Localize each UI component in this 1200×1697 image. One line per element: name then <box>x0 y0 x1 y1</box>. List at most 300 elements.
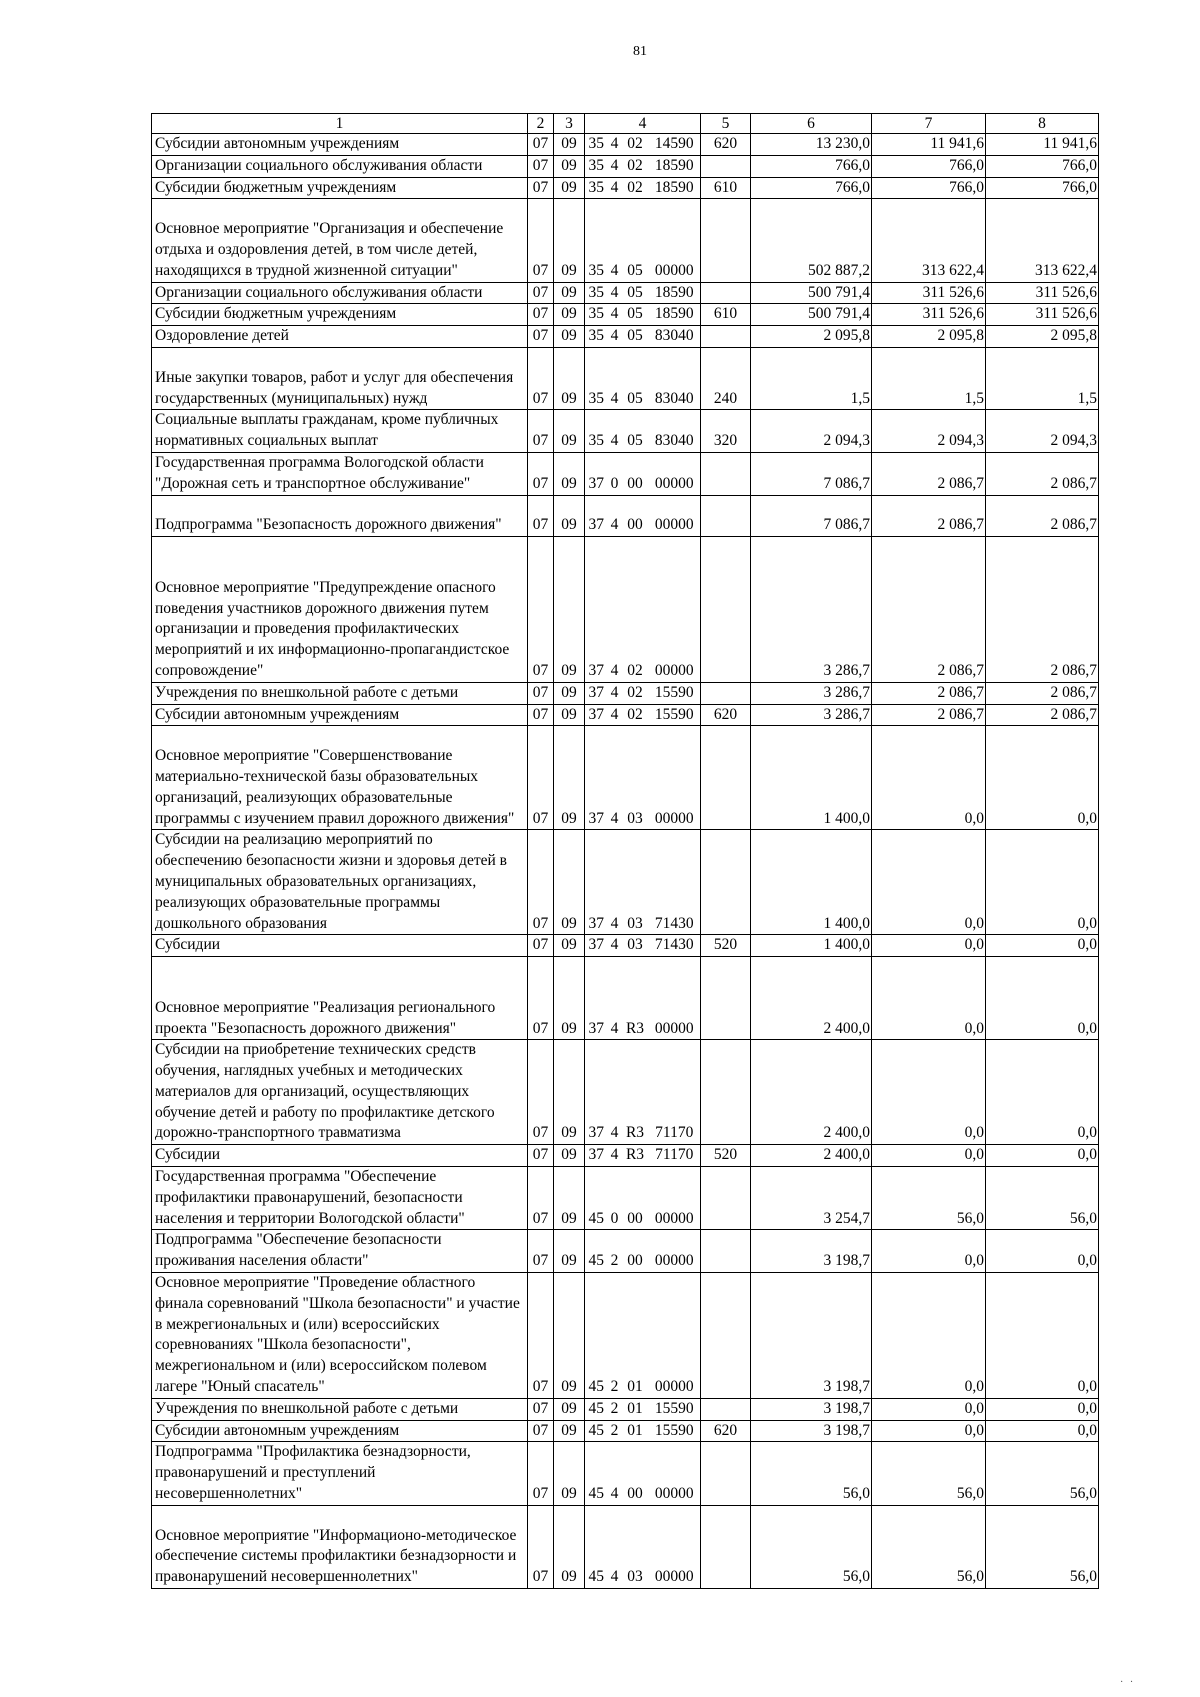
subsection-code-cell: 09 <box>554 304 585 326</box>
amount-col7-cell: 2 095,8 <box>872 326 986 348</box>
section-code-cell: 07 <box>528 410 554 453</box>
event-code-cell: 02 <box>622 177 649 199</box>
subprogram-code-cell: 4 <box>608 1505 622 1588</box>
program-code-cell: 37 <box>585 452 608 495</box>
event-code-cell: 01 <box>622 1398 649 1420</box>
subsection-code-cell: 09 <box>554 704 585 726</box>
event-code-cell: 02 <box>622 155 649 177</box>
expense-type-cell <box>701 1505 751 1588</box>
subprogram-code-cell: 4 <box>608 347 622 409</box>
section-code-cell: 07 <box>528 1040 554 1145</box>
program-code-cell: 35 <box>585 134 608 156</box>
section-code-cell: 07 <box>528 326 554 348</box>
amount-col7-cell: 0,0 <box>872 935 986 957</box>
subprogram-code-cell: 0 <box>608 1167 622 1230</box>
amount-col7-cell: 0,0 <box>872 726 986 830</box>
subprogram-code-cell: 4 <box>608 957 622 1040</box>
page-number: 81 <box>633 44 647 59</box>
direction-code-cell: 14590 <box>649 134 701 156</box>
program-code-cell: 45 <box>585 1442 608 1505</box>
subprogram-code-cell: 2 <box>608 1230 622 1273</box>
section-code-cell: 07 <box>528 957 554 1040</box>
amount-col8-cell: 311 526,6 <box>986 282 1099 304</box>
event-code-cell: 02 <box>622 704 649 726</box>
amount-col7-cell: 313 622,4 <box>872 199 986 282</box>
program-code-cell: 37 <box>585 682 608 704</box>
event-code-cell: 00 <box>622 1167 649 1230</box>
direction-code-cell: 71430 <box>649 830 701 935</box>
amount-col7-cell: 2 086,7 <box>872 537 986 683</box>
amount-col8-cell: 0,0 <box>986 1273 1099 1399</box>
row-name-cell: Подпрограмма "Обеспечение безопасности проживания населения области" <box>152 1230 528 1273</box>
amount-col8-cell: 2 086,7 <box>986 704 1099 726</box>
section-code-cell: 07 <box>528 282 554 304</box>
event-code-cell: 05 <box>622 199 649 282</box>
amount-col6-cell: 766,0 <box>751 155 872 177</box>
expense-type-cell <box>701 282 751 304</box>
table-row <box>152 1145 1099 1167</box>
amount-col6-cell: 3 286,7 <box>751 704 872 726</box>
amount-col7-cell: 0,0 <box>872 1420 986 1442</box>
row-name-cell: Организации социального обслуживания области <box>152 155 528 177</box>
direction-code-cell: 00000 <box>649 199 701 282</box>
amount-col7-cell: 311 526,6 <box>872 304 986 326</box>
subsection-code-cell: 09 <box>554 1167 585 1230</box>
section-code-cell: 07 <box>528 1442 554 1505</box>
amount-col6-cell: 56,0 <box>751 1442 872 1505</box>
program-code-cell: 35 <box>585 177 608 199</box>
subprogram-code-cell: 4 <box>608 282 622 304</box>
amount-col6-cell: 1 400,0 <box>751 830 872 935</box>
amount-col7-cell: 0,0 <box>872 1273 986 1399</box>
event-code-cell: 00 <box>622 495 649 537</box>
row-name-cell: Социальные выплаты гражданам, кроме публичных нормативных социальных выплат <box>152 410 528 453</box>
row-name-cell: Подпрограмма "Профилактика безнадзорности, правонарушений и преступлений несовершеннолетних" <box>152 1442 528 1505</box>
section-code-cell: 07 <box>528 199 554 282</box>
program-code-cell: 37 <box>585 726 608 830</box>
program-code-cell: 35 <box>585 282 608 304</box>
amount-col6-cell: 2 095,8 <box>751 326 872 348</box>
direction-code-cell: 15590 <box>649 704 701 726</box>
subprogram-code-cell: 4 <box>608 1040 622 1145</box>
header-cell: 8 <box>986 114 1099 134</box>
table-row <box>152 199 1099 282</box>
table-row <box>152 957 1099 1040</box>
event-code-cell: R3 <box>622 1145 649 1167</box>
section-code-cell: 07 <box>528 830 554 935</box>
subsection-code-cell: 09 <box>554 935 585 957</box>
table-row <box>152 410 1099 453</box>
header-cell: 7 <box>872 114 986 134</box>
subprogram-code-cell: 2 <box>608 1273 622 1399</box>
header-cell: 3 <box>554 114 585 134</box>
direction-code-cell: 18590 <box>649 155 701 177</box>
table-row <box>152 1442 1099 1505</box>
direction-code-cell: 00000 <box>649 452 701 495</box>
subprogram-code-cell: 0 <box>608 452 622 495</box>
event-code-cell: 02 <box>622 134 649 156</box>
amount-col6-cell: 766,0 <box>751 177 872 199</box>
subsection-code-cell: 09 <box>554 134 585 156</box>
amount-col6-cell: 56,0 <box>751 1505 872 1588</box>
amount-col8-cell: 56,0 <box>986 1167 1099 1230</box>
direction-code-cell: 00000 <box>649 1273 701 1399</box>
subprogram-code-cell: 2 <box>608 1398 622 1420</box>
subsection-code-cell: 09 <box>554 1273 585 1399</box>
direction-code-cell: 00000 <box>649 957 701 1040</box>
amount-col6-cell: 3 254,7 <box>751 1167 872 1230</box>
header-cell: 6 <box>751 114 872 134</box>
amount-col7-cell: 2 094,3 <box>872 410 986 453</box>
table-row <box>152 134 1099 156</box>
subsection-code-cell: 09 <box>554 1398 585 1420</box>
row-name-cell: Субсидии бюджетным учреждениям <box>152 304 528 326</box>
amount-col8-cell: 0,0 <box>986 726 1099 830</box>
table-row <box>152 1273 1099 1399</box>
expense-type-cell: 620 <box>701 704 751 726</box>
subprogram-code-cell: 4 <box>608 495 622 537</box>
event-code-cell: R3 <box>622 957 649 1040</box>
expense-type-cell <box>701 537 751 683</box>
amount-col8-cell: 313 622,4 <box>986 199 1099 282</box>
expense-type-cell <box>701 199 751 282</box>
subsection-code-cell: 09 <box>554 1040 585 1145</box>
amount-col7-cell: 0,0 <box>872 957 986 1040</box>
row-name-cell: Субсидии бюджетным учреждениям <box>152 177 528 199</box>
subsection-code-cell: 09 <box>554 1230 585 1273</box>
table-row <box>152 282 1099 304</box>
amount-col8-cell: 0,0 <box>986 1398 1099 1420</box>
expense-type-cell <box>701 1040 751 1145</box>
subprogram-code-cell: 4 <box>608 704 622 726</box>
amount-col8-cell: 0,0 <box>986 957 1099 1040</box>
row-name-cell: Учреждения по внешкольной работе с детьми <box>152 682 528 704</box>
section-code-cell: 07 <box>528 1505 554 1588</box>
program-code-cell: 37 <box>585 1145 608 1167</box>
expense-type-cell <box>701 682 751 704</box>
program-code-cell: 37 <box>585 495 608 537</box>
section-code-cell: 07 <box>528 1273 554 1399</box>
subsection-code-cell: 09 <box>554 452 585 495</box>
direction-code-cell: 71170 <box>649 1040 701 1145</box>
amount-col6-cell: 3 198,7 <box>751 1273 872 1399</box>
direction-code-cell: 18590 <box>649 304 701 326</box>
expense-type-cell: 620 <box>701 134 751 156</box>
amount-col6-cell: 2 400,0 <box>751 1145 872 1167</box>
subsection-code-cell: 09 <box>554 957 585 1040</box>
header-cell: 1 <box>152 114 528 134</box>
direction-code-cell: 00000 <box>649 1505 701 1588</box>
subsection-code-cell: 09 <box>554 326 585 348</box>
program-code-cell: 35 <box>585 155 608 177</box>
expense-type-cell: 620 <box>701 1420 751 1442</box>
program-code-cell: 37 <box>585 830 608 935</box>
section-code-cell: 07 <box>528 704 554 726</box>
amount-col7-cell: 0,0 <box>872 1398 986 1420</box>
expense-type-cell <box>701 495 751 537</box>
row-name-cell: Субсидии <box>152 1145 528 1167</box>
amount-col8-cell: 0,0 <box>986 1040 1099 1145</box>
amount-col6-cell: 3 286,7 <box>751 537 872 683</box>
subprogram-code-cell: 2 <box>608 1420 622 1442</box>
subprogram-code-cell: 4 <box>608 155 622 177</box>
subprogram-code-cell: 4 <box>608 326 622 348</box>
direction-code-cell: 83040 <box>649 347 701 409</box>
subprogram-code-cell: 4 <box>608 410 622 453</box>
amount-col7-cell: 56,0 <box>872 1505 986 1588</box>
amount-col6-cell: 3 198,7 <box>751 1420 872 1442</box>
amount-col7-cell: 311 526,6 <box>872 282 986 304</box>
table-row <box>152 155 1099 177</box>
expense-type-cell: 240 <box>701 347 751 409</box>
table-header-row <box>152 114 1099 134</box>
event-code-cell: 05 <box>622 304 649 326</box>
subsection-code-cell: 09 <box>554 495 585 537</box>
amount-col6-cell: 1 400,0 <box>751 935 872 957</box>
table-row <box>152 537 1099 683</box>
header-cell: 2 <box>528 114 554 134</box>
row-name-cell: Государственная программа "Обеспечение профилактики правонарушений, безопасности населения и территории Вологодской области" <box>152 1167 528 1230</box>
amount-col6-cell: 7 086,7 <box>751 452 872 495</box>
direction-code-cell: 00000 <box>649 495 701 537</box>
direction-code-cell: 71430 <box>649 935 701 957</box>
expense-type-cell <box>701 1273 751 1399</box>
amount-col8-cell: 2 086,7 <box>986 495 1099 537</box>
amount-col6-cell: 2 094,3 <box>751 410 872 453</box>
direction-code-cell: 00000 <box>649 1442 701 1505</box>
amount-col8-cell: 2 086,7 <box>986 537 1099 683</box>
section-code-cell: 07 <box>528 155 554 177</box>
amount-col8-cell: 2 094,3 <box>986 410 1099 453</box>
program-code-cell: 45 <box>585 1398 608 1420</box>
amount-col8-cell: 766,0 <box>986 155 1099 177</box>
section-code-cell: 07 <box>528 935 554 957</box>
table-row <box>152 1230 1099 1273</box>
event-code-cell: 03 <box>622 830 649 935</box>
event-code-cell: 05 <box>622 326 649 348</box>
amount-col8-cell: 0,0 <box>986 935 1099 957</box>
program-code-cell: 37 <box>585 1040 608 1145</box>
row-name-cell: Субсидии автономным учреждениям <box>152 704 528 726</box>
amount-col6-cell: 3 286,7 <box>751 682 872 704</box>
table-row <box>152 177 1099 199</box>
expense-type-cell: 610 <box>701 304 751 326</box>
row-name-cell: Основное мероприятие "Проведение областного финала соревнований "Школа безопасности" и участие в межрегиональных и (или) всероссийских соревнованиях "Школа безопасности", межрегиональном и (или) всероссийском полевом лагере "Юный спасатель" <box>152 1273 528 1399</box>
amount-col6-cell: 500 791,4 <box>751 282 872 304</box>
table-row <box>152 704 1099 726</box>
table-row <box>152 1040 1099 1145</box>
expense-type-cell <box>701 1442 751 1505</box>
amount-col7-cell: 0,0 <box>872 830 986 935</box>
expense-type-cell <box>701 957 751 1040</box>
table-row <box>152 304 1099 326</box>
amount-col8-cell: 11 941,6 <box>986 134 1099 156</box>
direction-code-cell: 00000 <box>649 537 701 683</box>
row-name-cell: Основное мероприятие "Предупреждение опасного поведения участников дорожного движения путем организации и проведения профилактических мероприятий и их информационно-пропагандистское сопровождение" <box>152 537 528 683</box>
table-row <box>152 1398 1099 1420</box>
amount-col7-cell: 56,0 <box>872 1167 986 1230</box>
event-code-cell: 00 <box>622 1442 649 1505</box>
amount-col6-cell: 1,5 <box>751 347 872 409</box>
event-code-cell: 03 <box>622 935 649 957</box>
section-code-cell: 07 <box>528 495 554 537</box>
direction-code-cell: 00000 <box>649 1167 701 1230</box>
amount-col6-cell: 500 791,4 <box>751 304 872 326</box>
direction-code-cell: 15590 <box>649 1420 701 1442</box>
section-code-cell: 07 <box>528 682 554 704</box>
table-row <box>152 1420 1099 1442</box>
amount-col7-cell: 2 086,7 <box>872 495 986 537</box>
row-name-cell: Государственная программа Вологодской области "Дорожная сеть и транспортное обслуживание" <box>152 452 528 495</box>
event-code-cell: 05 <box>622 410 649 453</box>
subprogram-code-cell: 4 <box>608 726 622 830</box>
subsection-code-cell: 09 <box>554 1505 585 1588</box>
row-name-cell: Субсидии на приобретение технических средств обучения, наглядных учебных и методических материалов для организаций, осуществляющих обучение детей и работу по профилактике детского дорожно-транспортного травматизма <box>152 1040 528 1145</box>
expense-type-cell <box>701 726 751 830</box>
event-code-cell: R3 <box>622 1040 649 1145</box>
direction-code-cell: 71170 <box>649 1145 701 1167</box>
subsection-code-cell: 09 <box>554 830 585 935</box>
program-code-cell: 35 <box>585 304 608 326</box>
event-code-cell: 03 <box>622 726 649 830</box>
table-row <box>152 347 1099 409</box>
table-row <box>152 452 1099 495</box>
expense-type-cell: 320 <box>701 410 751 453</box>
subprogram-code-cell: 4 <box>608 1145 622 1167</box>
row-name-cell: Субсидии <box>152 935 528 957</box>
amount-col8-cell: 1,5 <box>986 347 1099 409</box>
amount-col6-cell: 13 230,0 <box>751 134 872 156</box>
row-name-cell: Основное мероприятие "Информационо-методическое обеспечение системы профилактики безнадзорности и правонарушений несовершеннолетних" <box>152 1505 528 1588</box>
subsection-code-cell: 09 <box>554 1420 585 1442</box>
subsection-code-cell: 09 <box>554 410 585 453</box>
program-code-cell: 37 <box>585 935 608 957</box>
amount-col7-cell: 766,0 <box>872 177 986 199</box>
header-cell: 5 <box>701 114 751 134</box>
direction-code-cell: 18590 <box>649 282 701 304</box>
section-code-cell: 07 <box>528 304 554 326</box>
program-code-cell: 45 <box>585 1420 608 1442</box>
subsection-code-cell: 09 <box>554 726 585 830</box>
subsection-code-cell: 09 <box>554 177 585 199</box>
section-code-cell: 07 <box>528 1398 554 1420</box>
direction-code-cell: 15590 <box>649 1398 701 1420</box>
section-code-cell: 07 <box>528 1420 554 1442</box>
table-row <box>152 935 1099 957</box>
amount-col7-cell: 1,5 <box>872 347 986 409</box>
row-name-cell: Субсидии автономным учреждениям <box>152 134 528 156</box>
program-code-cell: 45 <box>585 1273 608 1399</box>
subprogram-code-cell: 4 <box>608 304 622 326</box>
amount-col7-cell: 2 086,7 <box>872 452 986 495</box>
direction-code-cell: 00000 <box>649 1230 701 1273</box>
subsection-code-cell: 09 <box>554 1145 585 1167</box>
amount-col7-cell: 2 086,7 <box>872 682 986 704</box>
section-code-cell: 07 <box>528 452 554 495</box>
amount-col7-cell: 11 941,6 <box>872 134 986 156</box>
program-code-cell: 37 <box>585 704 608 726</box>
amount-col6-cell: 3 198,7 <box>751 1398 872 1420</box>
amount-col8-cell: 0,0 <box>986 830 1099 935</box>
amount-col8-cell: 0,0 <box>986 1145 1099 1167</box>
subsection-code-cell: 09 <box>554 682 585 704</box>
row-name-cell: Учреждения по внешкольной работе с детьми <box>152 1398 528 1420</box>
subprogram-code-cell: 4 <box>608 1442 622 1505</box>
amount-col6-cell: 502 887,2 <box>751 199 872 282</box>
subprogram-code-cell: 4 <box>608 935 622 957</box>
event-code-cell: 03 <box>622 1505 649 1588</box>
subsection-code-cell: 09 <box>554 1442 585 1505</box>
row-name-cell: Основное мероприятие "Организация и обеспечение отдыха и оздоровления детей, в том числе детей, находящихся в трудной жизненной ситуации" <box>152 199 528 282</box>
amount-col7-cell: 0,0 <box>872 1040 986 1145</box>
subsection-code-cell: 09 <box>554 347 585 409</box>
program-code-cell: 35 <box>585 199 608 282</box>
subprogram-code-cell: 4 <box>608 199 622 282</box>
expense-type-cell: 610 <box>701 177 751 199</box>
row-name-cell: Оздоровление детей <box>152 326 528 348</box>
amount-col8-cell: 2 095,8 <box>986 326 1099 348</box>
row-name-cell: Подпрограмма "Безопасность дорожного движения" <box>152 495 528 537</box>
table-row <box>152 1167 1099 1230</box>
amount-col8-cell: 0,0 <box>986 1230 1099 1273</box>
row-name-cell: Организации социального обслуживания области <box>152 282 528 304</box>
amount-col8-cell: 56,0 <box>986 1442 1099 1505</box>
expense-type-cell <box>701 452 751 495</box>
section-code-cell: 07 <box>528 726 554 830</box>
program-code-cell: 35 <box>585 410 608 453</box>
table-row <box>152 326 1099 348</box>
subsection-code-cell: 09 <box>554 537 585 683</box>
table-row <box>152 726 1099 830</box>
header-cell: 4 <box>585 114 701 134</box>
subprogram-code-cell: 4 <box>608 830 622 935</box>
amount-col6-cell: 1 400,0 <box>751 726 872 830</box>
amount-col6-cell: 7 086,7 <box>751 495 872 537</box>
event-code-cell: 02 <box>622 537 649 683</box>
subprogram-code-cell: 4 <box>608 682 622 704</box>
expense-type-cell: 520 <box>701 935 751 957</box>
amount-col8-cell: 766,0 <box>986 177 1099 199</box>
event-code-cell: 01 <box>622 1420 649 1442</box>
subsection-code-cell: 09 <box>554 282 585 304</box>
amount-col8-cell: 56,0 <box>986 1505 1099 1588</box>
program-code-cell: 35 <box>585 347 608 409</box>
subsection-code-cell: 09 <box>554 199 585 282</box>
event-code-cell: 02 <box>622 682 649 704</box>
row-name-cell: Субсидии на реализацию мероприятий по обеспечению безопасности жизни и здоровья детей в муниципальных образовательных организациях, реализующих образовательные программы дошкольного образования <box>152 830 528 935</box>
amount-col8-cell: 311 526,6 <box>986 304 1099 326</box>
event-code-cell: 05 <box>622 282 649 304</box>
row-name-cell: Иные закупки товаров, работ и услуг для обеспечения государственных (муниципальных) нужд <box>152 347 528 409</box>
table-body <box>152 114 1099 1589</box>
direction-code-cell: 83040 <box>649 410 701 453</box>
direction-code-cell: 18590 <box>649 177 701 199</box>
amount-col7-cell: 2 086,7 <box>872 704 986 726</box>
amount-col6-cell: 2 400,0 <box>751 957 872 1040</box>
direction-code-cell: 00000 <box>649 726 701 830</box>
expense-type-cell <box>701 1230 751 1273</box>
table-row <box>152 495 1099 537</box>
direction-code-cell: 83040 <box>649 326 701 348</box>
subprogram-code-cell: 4 <box>608 177 622 199</box>
amount-col7-cell: 0,0 <box>872 1230 986 1273</box>
row-name-cell: Субсидии автономным учреждениям <box>152 1420 528 1442</box>
subsection-code-cell: 09 <box>554 155 585 177</box>
amount-col7-cell: 766,0 <box>872 155 986 177</box>
section-code-cell: 07 <box>528 537 554 683</box>
event-code-cell: 00 <box>622 1230 649 1273</box>
event-code-cell: 01 <box>622 1273 649 1399</box>
